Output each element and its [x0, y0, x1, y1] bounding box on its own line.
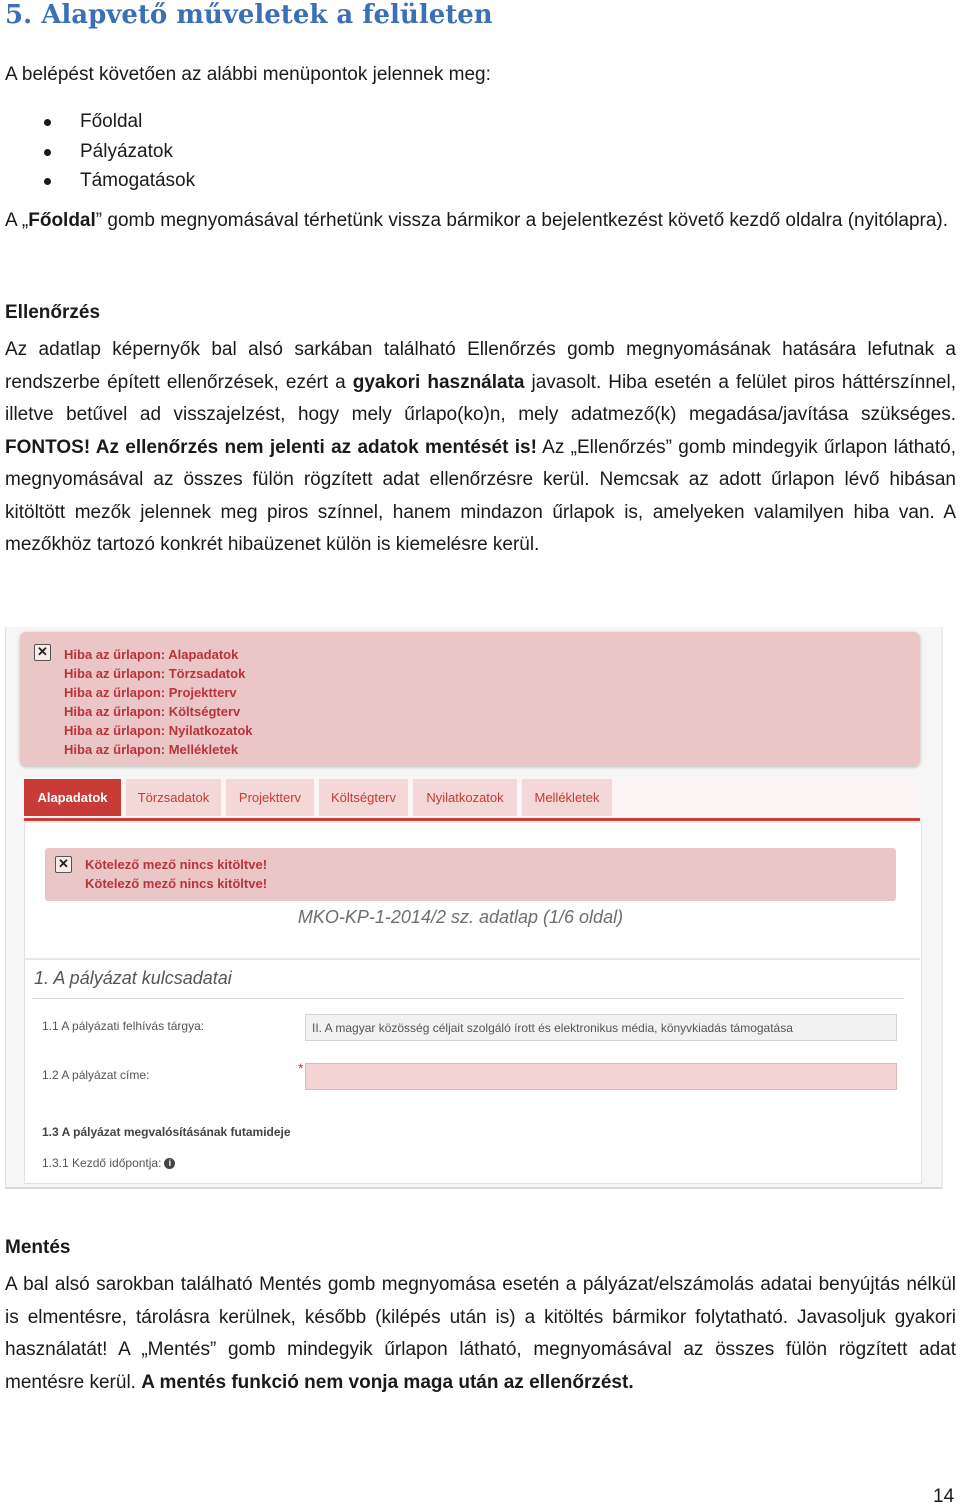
error-item[interactable]: Hiba az űrlapon: Költségterv: [64, 704, 241, 719]
required-error-list: [85, 855, 267, 893]
start-date-label-text: 1.3.1 Kezdő időpontja:: [42, 1156, 162, 1170]
error-item[interactable]: Hiba az űrlapon: Mellékletek: [64, 742, 239, 757]
home-text: ” gomb megnyomásával térhetünk vissza bármikor a bejelentkezést követő kezdő oldalra (nyitólapra).: [95, 210, 949, 231]
intro-paragraph: A belépést követően az alábbi menüpontok jelennek meg:: [5, 64, 491, 85]
required-marker: *: [298, 1060, 304, 1076]
start-date-label: [42, 1156, 175, 1170]
check-bold: FONTOS! Az ellenőrzés nem jelenti az adatok mentését is!: [5, 436, 537, 458]
tab-nyilatkozatok[interactable]: Nyilatkozatok: [413, 779, 517, 816]
error-summary-list: [64, 645, 253, 759]
divider: [32, 998, 904, 999]
menu-list-item: Pályázatok: [40, 137, 195, 167]
error-item[interactable]: Hiba az űrlapon: Nyilatkozatok: [64, 723, 253, 738]
save-title: Mentés: [5, 1237, 71, 1258]
check-bold: gyakori használata: [352, 371, 525, 393]
tab-koltsegterv[interactable]: Költségterv: [319, 779, 408, 816]
check-title: Ellenőrzés: [5, 302, 101, 323]
error-item[interactable]: Hiba az űrlapon: Projektterv: [64, 685, 237, 700]
check-text: Az „Ellenőrzés” gomb mindegyik űrlapon látható, megnyomásával az összes fülön rögzített adat ellenőrzésre kerül. Nemcsak az adott űrlapon lévő hibásan kitöltött mezők jelennek meg piros színnel, hanem mindazon űrlapok is, amelyeken valamilyen hiba van. A mezőkhöz tartozó konkrét hibaüzenet külön is kiemelésre kerül.: [5, 436, 956, 555]
save-text: A bal alsó sarokban található Mentés gomb megnyomása esetén a pályázat/elszámolás adatai benyújtás nélkül is elmentésre, tárolásra kerülnek, később (kilépés után is) a kitöltés bármikor folytatható. Javasoljuk gyakori használatát! A „Mentés” gomb mindegyik űrlapon látható, megnyomásával az összes fülön rögzített adat mentésre kerül.: [5, 1274, 956, 1393]
check-paragraph: [5, 334, 956, 562]
home-bold: Főoldal: [28, 210, 96, 231]
field-label: 1.2 A pályázat címe:: [42, 1068, 150, 1082]
field-group-label: 1.3 A pályázat megvalósításának futamideje: [42, 1125, 291, 1139]
info-icon[interactable]: i: [164, 1158, 175, 1169]
menu-list: [40, 107, 195, 196]
application-title-field[interactable]: [305, 1063, 897, 1090]
page-heading: 5. Alapvető műveletek a felületen: [5, 0, 493, 30]
save-bold: A mentés funkció nem vonja maga után az ellenőrzést.: [141, 1371, 634, 1393]
section-title: 1. A pályázat kulcsadatai: [34, 968, 232, 988]
tab-mellekletek[interactable]: Mellékletek: [522, 779, 612, 816]
home-text: A „: [5, 210, 29, 231]
check-text: Az adatlap képernyők bal alsó sarkában található Ellenőrzés gomb megnyomásának hatására lefutnak a rendszerbe épített ellenőrzések, ezért a: [5, 339, 956, 393]
menu-list-item: Főoldal: [40, 107, 195, 137]
divider: [24, 958, 920, 960]
close-icon[interactable]: ✕: [34, 644, 51, 661]
tab-projektterv[interactable]: Projektterv: [226, 779, 314, 816]
menu-list-item: Támogatások: [40, 166, 195, 196]
save-paragraph: [5, 1269, 956, 1399]
error-item[interactable]: Hiba az űrlapon: Törzsadatok: [64, 666, 246, 681]
page-number: 14: [933, 1486, 955, 1507]
form-title: MKO-KP-1-2014/2 sz. adatlap (1/6 oldal): [297, 907, 624, 927]
check-text: javasolt. Hiba esetén a felület piros háttérszínnel, illetve betűvel ad visszajelzést, hogy mely űrlapo(ko)n, mely adatmező(k) megadása/javítása szükséges.: [5, 371, 956, 425]
error-item[interactable]: Hiba az űrlapon: Alapadatok: [64, 647, 239, 662]
field-label: 1.1 A pályázati felhívás tárgya:: [42, 1019, 205, 1033]
close-icon[interactable]: ✕: [55, 856, 72, 873]
home-paragraph: [5, 205, 956, 238]
call-subject-field[interactable]: II. A magyar közösség céljait szolgáló írott és elektronikus média, könyvkiadás támogatása: [305, 1014, 897, 1041]
tab-alapadatok[interactable]: Alapadatok: [24, 779, 121, 816]
required-error-item: Kötelező mező nincs kitöltve!: [85, 857, 268, 872]
required-error-item: Kötelező mező nincs kitöltve!: [85, 876, 268, 891]
tab-torzsadatok[interactable]: Törzsadatok: [126, 779, 221, 816]
